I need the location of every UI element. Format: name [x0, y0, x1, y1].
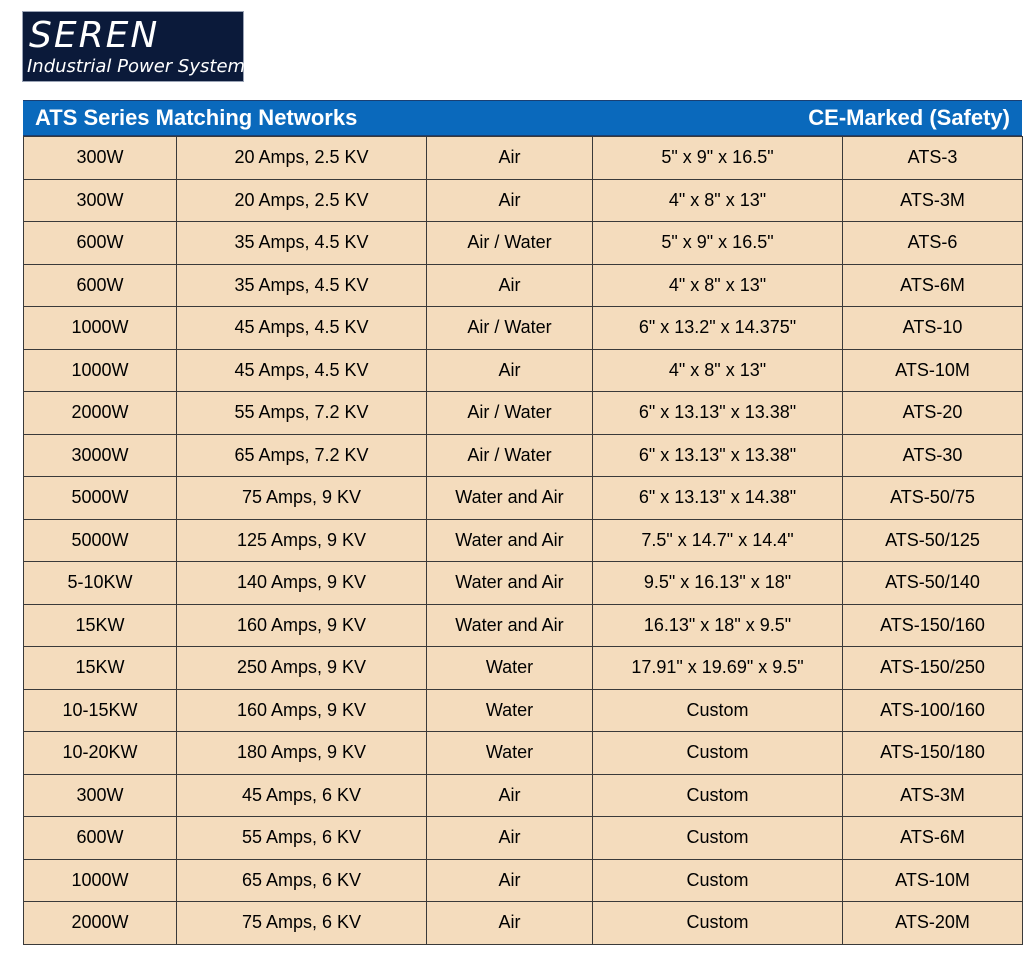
cooling-cell: Air	[427, 264, 593, 307]
dimensions-cell: 5" x 9" x 16.5"	[593, 137, 843, 180]
table-row	[24, 519, 1023, 562]
current-voltage-cell: 160 Amps, 9 KV	[177, 604, 427, 647]
table-row	[24, 179, 1023, 222]
power-cell: 300W	[24, 137, 177, 180]
model-cell: ATS-6M	[843, 817, 1023, 860]
current-voltage-cell: 125 Amps, 9 KV	[177, 519, 427, 562]
model-cell: ATS-50/125	[843, 519, 1023, 562]
cooling-cell: Air	[427, 902, 593, 945]
cooling-cell: Water	[427, 647, 593, 690]
dimensions-cell: 6" x 13.2" x 14.375"	[593, 307, 843, 350]
model-cell: ATS-3M	[843, 179, 1023, 222]
model-cell: ATS-10M	[843, 859, 1023, 902]
logo-wordmark: SEREN	[29, 15, 160, 56]
model-cell: ATS-50/75	[843, 477, 1023, 520]
table-title-bar	[23, 100, 1022, 136]
cooling-cell: Air	[427, 349, 593, 392]
power-cell: 300W	[24, 179, 177, 222]
current-voltage-cell: 250 Amps, 9 KV	[177, 647, 427, 690]
power-cell: 1000W	[24, 307, 177, 350]
dimensions-cell: 6" x 13.13" x 13.38"	[593, 434, 843, 477]
dimensions-cell: Custom	[593, 774, 843, 817]
power-cell: 600W	[24, 264, 177, 307]
table-row	[24, 689, 1023, 732]
power-cell: 300W	[24, 774, 177, 817]
cooling-cell: Air	[427, 179, 593, 222]
table-row	[24, 562, 1023, 605]
power-cell: 15KW	[24, 647, 177, 690]
dimensions-cell: Custom	[593, 902, 843, 945]
dimensions-cell: 5" x 9" x 16.5"	[593, 222, 843, 265]
dimensions-cell: Custom	[593, 689, 843, 732]
model-cell: ATS-50/140	[843, 562, 1023, 605]
current-voltage-cell: 75 Amps, 9 KV	[177, 477, 427, 520]
current-voltage-cell: 65 Amps, 6 KV	[177, 859, 427, 902]
table-row	[24, 222, 1023, 265]
current-voltage-cell: 45 Amps, 4.5 KV	[177, 307, 427, 350]
table-row	[24, 392, 1023, 435]
power-cell: 10-20KW	[24, 732, 177, 775]
power-cell: 600W	[24, 222, 177, 265]
model-cell: ATS-150/160	[843, 604, 1023, 647]
cooling-cell: Air	[427, 817, 593, 860]
current-voltage-cell: 20 Amps, 2.5 KV	[177, 179, 427, 222]
cooling-cell: Air / Water	[427, 392, 593, 435]
dimensions-cell: 9.5" x 16.13" x 18"	[593, 562, 843, 605]
cooling-cell: Air / Water	[427, 307, 593, 350]
power-cell: 600W	[24, 817, 177, 860]
company-logo	[22, 11, 255, 82]
power-cell: 2000W	[24, 392, 177, 435]
current-voltage-cell: 35 Amps, 4.5 KV	[177, 264, 427, 307]
model-cell: ATS-30	[843, 434, 1023, 477]
power-cell: 1000W	[24, 859, 177, 902]
current-voltage-cell: 55 Amps, 7.2 KV	[177, 392, 427, 435]
table-row	[24, 434, 1023, 477]
dimensions-cell: 4" x 8" x 13"	[593, 179, 843, 222]
cooling-cell: Water and Air	[427, 562, 593, 605]
table-row	[24, 859, 1023, 902]
dimensions-cell: 16.13" x 18" x 9.5"	[593, 604, 843, 647]
current-voltage-cell: 65 Amps, 7.2 KV	[177, 434, 427, 477]
cooling-cell: Water	[427, 689, 593, 732]
spec-table-body	[24, 137, 1023, 945]
table-row	[24, 264, 1023, 307]
dimensions-cell: 4" x 8" x 13"	[593, 264, 843, 307]
cooling-cell: Water and Air	[427, 519, 593, 562]
table-row	[24, 647, 1023, 690]
cooling-cell: Water and Air	[427, 477, 593, 520]
current-voltage-cell: 160 Amps, 9 KV	[177, 689, 427, 732]
model-cell: ATS-100/160	[843, 689, 1023, 732]
current-voltage-cell: 35 Amps, 4.5 KV	[177, 222, 427, 265]
cooling-cell: Air	[427, 774, 593, 817]
model-cell: ATS-3	[843, 137, 1023, 180]
model-cell: ATS-6	[843, 222, 1023, 265]
power-cell: 1000W	[24, 349, 177, 392]
model-cell: ATS-20	[843, 392, 1023, 435]
model-cell: ATS-150/180	[843, 732, 1023, 775]
cooling-cell: Air / Water	[427, 434, 593, 477]
current-voltage-cell: 180 Amps, 9 KV	[177, 732, 427, 775]
table-row	[24, 137, 1023, 180]
current-voltage-cell: 140 Amps, 9 KV	[177, 562, 427, 605]
dimensions-cell: Custom	[593, 817, 843, 860]
model-cell: ATS-6M	[843, 264, 1023, 307]
table-row	[24, 307, 1023, 350]
dimensions-cell: Custom	[593, 732, 843, 775]
power-cell: 10-15KW	[24, 689, 177, 732]
table-row	[24, 732, 1023, 775]
current-voltage-cell: 45 Amps, 6 KV	[177, 774, 427, 817]
table-row	[24, 902, 1023, 945]
table-row	[24, 817, 1023, 860]
model-cell: ATS-20M	[843, 902, 1023, 945]
spec-table-container	[23, 100, 1022, 945]
current-voltage-cell: 55 Amps, 6 KV	[177, 817, 427, 860]
table-row	[24, 774, 1023, 817]
table-title: ATS Series Matching Networks	[35, 105, 358, 130]
power-cell: 3000W	[24, 434, 177, 477]
table-subtitle: CE-Marked (Safety)	[808, 105, 1010, 130]
current-voltage-cell: 45 Amps, 4.5 KV	[177, 349, 427, 392]
cooling-cell: Air / Water	[427, 222, 593, 265]
model-cell: ATS-150/250	[843, 647, 1023, 690]
power-cell: 15KW	[24, 604, 177, 647]
spec-table	[23, 136, 1023, 945]
cooling-cell: Water	[427, 732, 593, 775]
power-cell: 5000W	[24, 519, 177, 562]
model-cell: ATS-10M	[843, 349, 1023, 392]
table-row	[24, 477, 1023, 520]
table-row	[24, 604, 1023, 647]
power-cell: 2000W	[24, 902, 177, 945]
model-cell: ATS-10	[843, 307, 1023, 350]
current-voltage-cell: 75 Amps, 6 KV	[177, 902, 427, 945]
dimensions-cell: 4" x 8" x 13"	[593, 349, 843, 392]
power-cell: 5000W	[24, 477, 177, 520]
cooling-cell: Air	[427, 137, 593, 180]
cooling-cell: Water and Air	[427, 604, 593, 647]
dimensions-cell: 7.5" x 14.7" x 14.4"	[593, 519, 843, 562]
table-row	[24, 349, 1023, 392]
dimensions-cell: 6" x 13.13" x 13.38"	[593, 392, 843, 435]
power-cell: 5-10KW	[24, 562, 177, 605]
current-voltage-cell: 20 Amps, 2.5 KV	[177, 137, 427, 180]
cooling-cell: Air	[427, 859, 593, 902]
dimensions-cell: 17.91" x 19.69" x 9.5"	[593, 647, 843, 690]
model-cell: ATS-3M	[843, 774, 1023, 817]
dimensions-cell: Custom	[593, 859, 843, 902]
dimensions-cell: 6" x 13.13" x 14.38"	[593, 477, 843, 520]
logo-tagline: Industrial Power Systems	[27, 56, 255, 77]
